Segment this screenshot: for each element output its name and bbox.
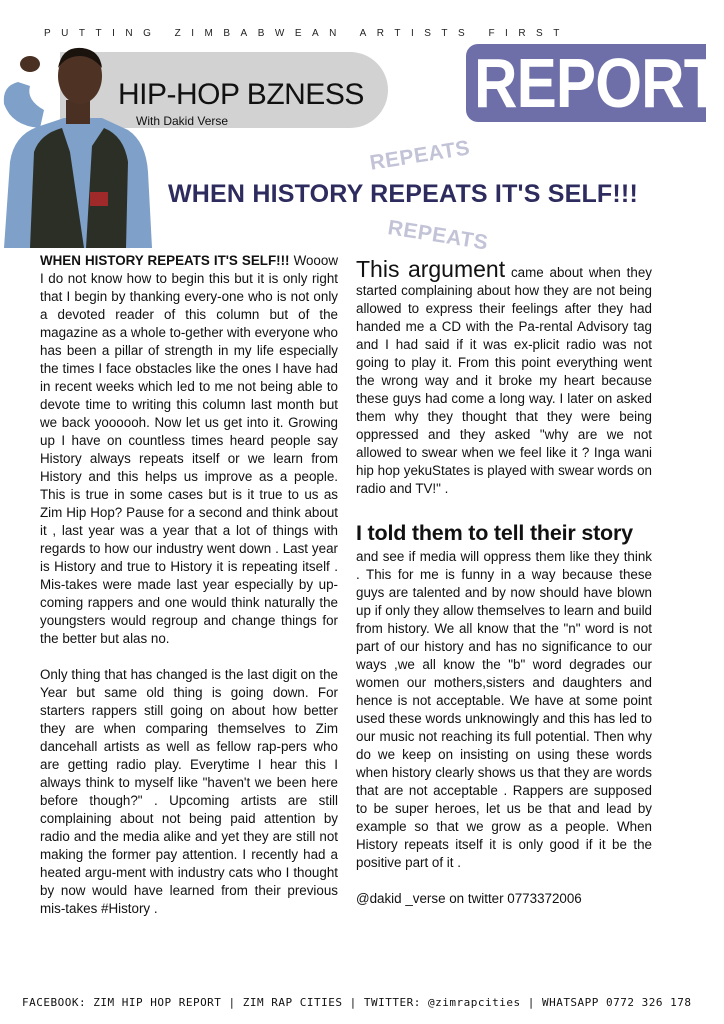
column-byline: With Dakid Verse (136, 114, 229, 128)
column-title: HIP-HOP BZNESS (118, 78, 364, 111)
report-banner (466, 44, 720, 122)
right-paragraph-2: and see if media will oppress them like they think . This for me is funny in a way because these guys are talented and by now should have blown up if only they allow themselves to learn and build from history. We all know that the "n" word is not part of our history and has no significance to our ways ,we all know the "b" word degrades our women our mothers,sisters and daughters and hence is not acceptable. We have at some point used these words unknowingly and this has led to our music not reaching its full potential. Then why do we keep on insisting on using these words when history clearly shows us that they are words that are not acceptable . Rappers are supposed to be super heroes, let us be that and lead by example so that we grow as a people. When History repeats itself it is only good if it be the positive part of it . (356, 549, 652, 870)
left-paragraph-1 (40, 252, 338, 648)
left-paragraph-2: Only thing that has changed is the last digit on the Year but same old thing is going down. For starters rappers still going on about how better they are when comparing themselves to Zim dancehall artists as well as fellow rap-pers who are getting radio play. Everytime I hear this I always think to myself like "haven't we been here before though?" . Upcoming artists are still complaining about not being paid attention by radio and the media alike and yet they are still not making the former pay attention. I recently had a heated argu-ment with industry cats who I thought by now would have learned from their previous mis-takes #History . (40, 667, 338, 916)
right-paragraph-1-text: came about when they started complaining about how they are not being allowed to express their feelings after they had handed me a CD with the Pa-rental Advisory tag and I had said if it was ex-plicit radio was not going to play it. From this point everything went the wrong way and it broke my heart because these guys had come a long way. I later on asked them why they thought that they were being oppressed and they asked "why are we not allowed to swear when we feel like it ? Inga wani hip hop yekuStates is played with swear words on radio and TV!" . (356, 265, 652, 496)
headline-echo-top: REPEATS (368, 136, 472, 175)
right-lead-in: This argument (356, 256, 506, 282)
article-right-column (356, 258, 652, 908)
vest-shape-right (86, 128, 128, 248)
magazine-tagline: PUTTING ZIMBABWEAN ARTISTS FIRST (44, 28, 570, 39)
headline-echo-bottom: REPEATS (386, 216, 490, 255)
columnist-photo (0, 42, 156, 248)
raised-arm-shape (4, 82, 44, 128)
left-kicker: WHEN HISTORY REPEATS IT'S SELF!!! (40, 253, 290, 268)
article-left-column (40, 252, 338, 918)
left-paragraph-1-text: Wooow I do not know how to begin this but it is only right that I begin by thanking every-one who is not only a devoted reader of this column but of the magazine as a whole to-gether with everyone who has been a pillar of strength in my life especially the times I face obstacles like the ones I have had in recent weeks which led to me not being able to devote time to writing this column last month but we back yoooooh. Now let us get into it. Growing up I have on countless times heard people say History always repeats itself or we learn from History and this helps us improve as a people. This is true in some cases but is it true to us as Zim Hip Hop? Pause for a second and think about it , last year was a year that a lot of things with regards to how our industry went down . Last year is History and true to History it is repeating itself . Mis-takes were made last year especially by up-coming rappers and one would think naturally the youngsters would regroup and change things for the better but alas no. (40, 253, 338, 646)
author-credit: @dakid _verse on twitter 0773372006 (356, 891, 582, 906)
right-paragraph-1 (356, 258, 652, 498)
pocket-square (90, 192, 108, 206)
report-label: REPORT (474, 44, 720, 122)
contact-footer: FACEBOOK: ZIM HIP HOP REPORT | ZIM RAP CITIES | TWITTER: @zimrapcities | WHATSAPP 0772 326 178 (22, 996, 692, 1009)
hand-shape (20, 56, 40, 72)
right-subheading: I told them to tell their story (356, 521, 633, 545)
article-headline: WHEN HISTORY REPEATS IT'S SELF!!! (168, 180, 638, 208)
